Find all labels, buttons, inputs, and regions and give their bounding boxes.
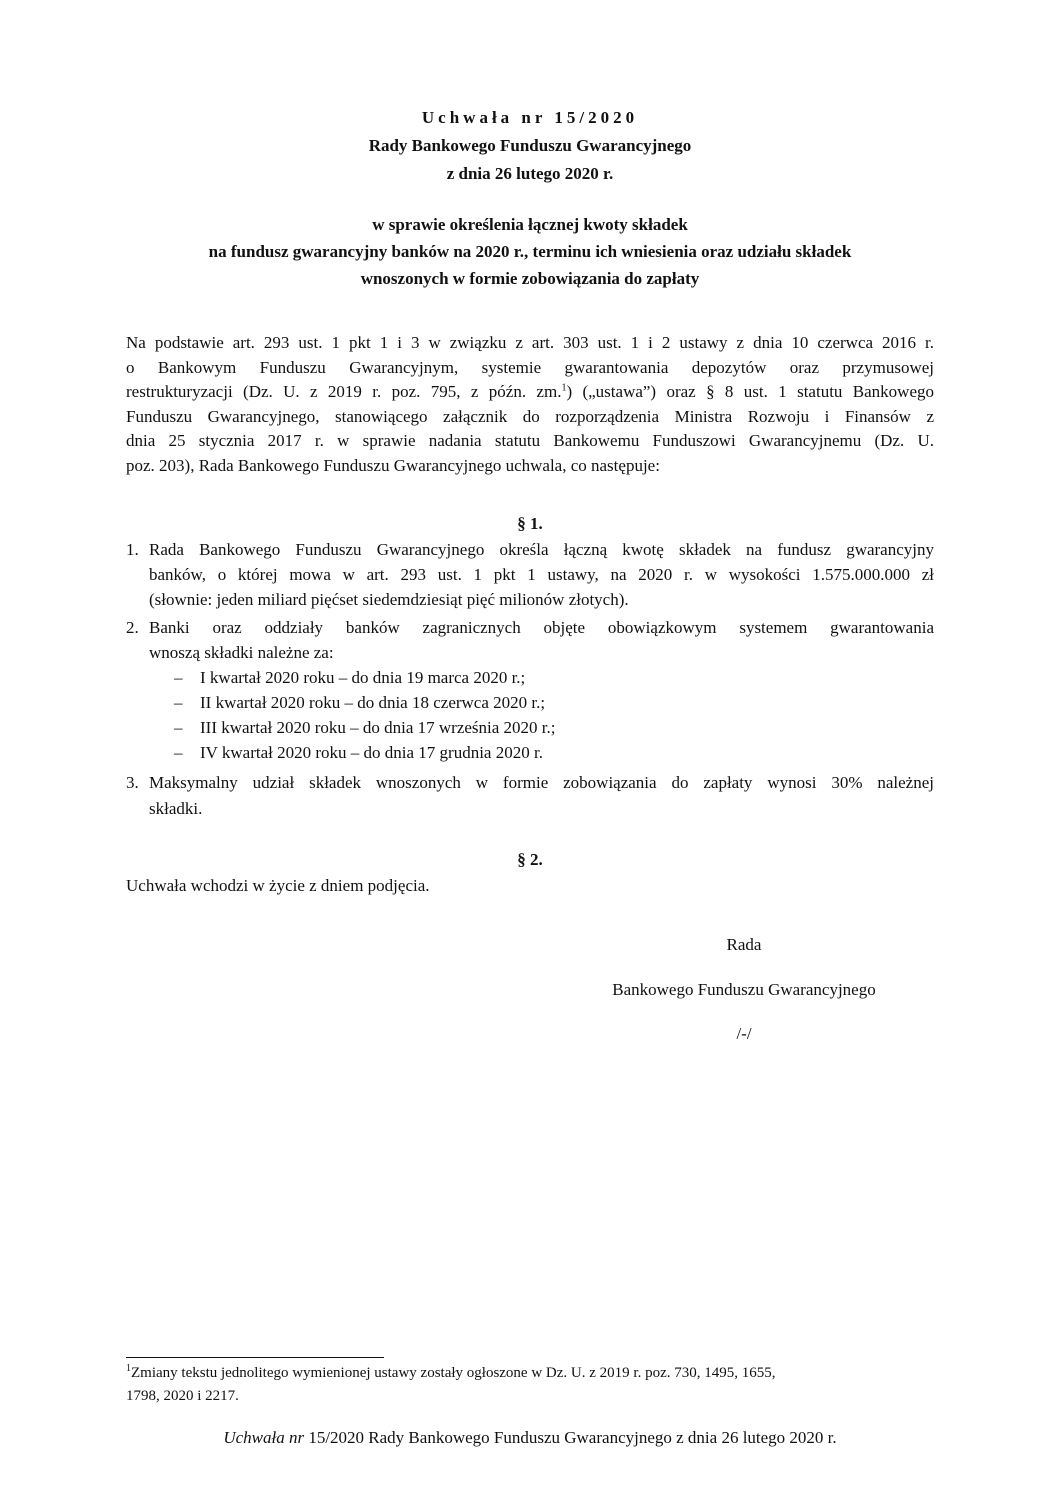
dash-bullet: – [174, 743, 183, 762]
preamble-line [126, 380, 934, 405]
footnote [126, 1365, 775, 1382]
signature-mark: /-/ [736, 1024, 752, 1043]
section-1-heading: § 1. [517, 514, 543, 533]
footer-text: 15/2020 Rady Bankowego Funduszu Gwarancyjnego z dnia 26 lutego 2020 r. [304, 1428, 837, 1447]
footnote-line-2: 1798, 2020 i 2217. [126, 1388, 239, 1404]
item-line: Rada Bankowego Funduszu Gwarancyjnego określa łączną kwotę składek na fundusz gwarancyjny [149, 540, 934, 559]
section-2-heading: § 2. [517, 850, 543, 869]
signature-institution: Bankowego Funduszu Gwarancyjnego [612, 980, 876, 999]
item-line: (słownie: jeden miliard pięćset siedemdziesiąt pięć milionów złotych). [149, 590, 629, 609]
item-line: wnoszą składki należne za: [149, 643, 334, 662]
dash-bullet: – [174, 693, 183, 712]
item-number: 2. [126, 618, 139, 637]
dash-bullet: – [174, 718, 183, 737]
resolution-title: Uchwała nr 15/2020 [421, 108, 639, 127]
subject-line-2: na fundusz gwarancyjny banków na 2020 r., terminu ich wniesienia oraz udziału składek [208, 242, 852, 261]
preamble-line: o Bankowym Funduszu Gwarancyjnym, systemie gwarantowania depozytów oraz przymusowej [126, 357, 934, 377]
resolution-date: z dnia 26 lutego 2020 r. [446, 164, 614, 183]
resolution-issuer: Rady Bankowego Funduszu Gwarancyjnego [368, 136, 692, 155]
subject-line-3: wnoszonych w formie zobowiązania do zapłaty [360, 269, 700, 288]
section-2-text: Uchwała wchodzi w życie z dniem podjęcia. [126, 876, 430, 895]
footer-italic: Uchwała nr [223, 1428, 305, 1447]
footnote-line-1: Zmiany tekstu jednolitego wymienionej ustawy zostały ogłoszone w Dz. U. z 2019 r. poz. 730, 1495, 1655, [131, 1365, 776, 1381]
page-footer [110, 1428, 950, 1448]
preamble-line-tail: ) („ustawa”) oraz § 8 ust. 1 statutu Bankowego [566, 382, 934, 402]
footnote-marker: 1 [126, 1363, 131, 1374]
quarter-deadline: I kwartał 2020 roku – do dnia 19 marca 2020 r.; [200, 668, 526, 687]
subject-line-1: w sprawie określenia łącznej kwoty składek [372, 215, 688, 234]
item-line: Maksymalny udział składek wnoszonych w formie zobowiązania do zapłaty wynosi 30% należnej [149, 773, 934, 792]
preamble-line: Na podstawie art. 293 ust. 1 pkt 1 i 3 w związku z art. 303 ust. 1 i 2 ustawy z dnia 10 czerwca 2016 r. [126, 333, 934, 352]
footnote-separator [126, 1357, 384, 1358]
preamble-line: dnia 25 stycznia 2017 r. w sprawie nadania statutu Bankowemu Funduszowi Gwarancyjnemu (Dz. U. [126, 431, 934, 451]
quarter-deadline: IV kwartał 2020 roku – do dnia 17 grudnia 2020 r. [200, 743, 543, 762]
footnote-reference[interactable]: 1 [561, 382, 567, 394]
signature-body: Rada [726, 935, 762, 954]
quarter-deadline: II kwartał 2020 roku – do dnia 18 czerwca 2020 r.; [200, 693, 546, 712]
item-number: 1. [126, 540, 139, 559]
preamble-line-text: restrukturyzacji (Dz. U. z 2019 r. poz. 795, z późn. zm. [126, 382, 562, 402]
preamble [126, 331, 934, 479]
item-line: składki. [149, 799, 203, 818]
preamble-line: Funduszu Gwarancyjnego, stanowiącego załącznik do rozporządzenia Ministra Rozwoju i Finansów z [126, 406, 934, 426]
item-number: 3. [126, 773, 139, 792]
dash-bullet: – [174, 668, 183, 687]
item-line: banków, o której mowa w art. 293 ust. 1 pkt 1 ustawy, na 2020 r. w wysokości 1.575.000.000 zł [149, 565, 934, 584]
preamble-line: poz. 203), Rada Bankowego Funduszu Gwarancyjnego uchwala, co następuje: [126, 455, 660, 475]
quarter-deadline: III kwartał 2020 roku – do dnia 17 września 2020 r.; [200, 718, 556, 737]
item-line: Banki oraz oddziały banków zagranicznych objęte obowiązkowym systemem gwarantowania [149, 618, 934, 637]
